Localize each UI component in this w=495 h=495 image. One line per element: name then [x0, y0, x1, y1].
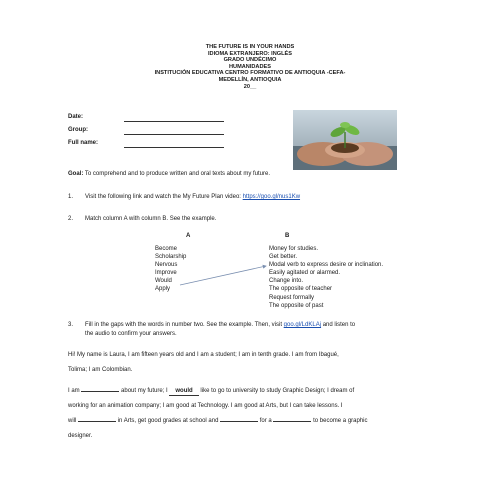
item2-number: 2. [68, 216, 74, 222]
gap-blank[interactable] [220, 421, 258, 422]
text-segment: for a [259, 418, 272, 424]
column-b-item: Easily agitated or alarmed. [269, 270, 341, 277]
text-segment: I am [68, 388, 80, 394]
header-year: 20__ [243, 83, 257, 90]
audio-link[interactable]: goo.gl/LdKLAj [283, 322, 322, 328]
header-city: MEDELLÍN, ANTIOQUIA [218, 76, 282, 83]
goal-label: Goal: [68, 171, 84, 177]
text-segment: to become a graphic [313, 418, 368, 424]
paragraph2-line1 [68, 387, 354, 396]
item2-text: Match column A with column B. See the example. [85, 216, 217, 222]
column-a-item: Improve [155, 270, 177, 277]
item1-text: Visit the following link and watch the My Future Plan video: [85, 194, 241, 200]
example-answer: would [169, 387, 198, 396]
gap-blank[interactable] [81, 391, 119, 392]
paragraph2-line2: working for an animation company; I am good at Technology. I am good at Arts, but I can take lessons. I [68, 403, 343, 409]
column-b-item: The opposite of teacher [269, 286, 333, 293]
column-b-item: Change into. [269, 278, 304, 285]
column-a-item: Would [155, 278, 172, 285]
item3-number: 3. [68, 322, 74, 328]
column-b-item: Modal verb to express desire or inclination. [269, 262, 384, 269]
header-institution: INSTITUCIÓN EDUCATIVA CENTRO FORMATIVO DE ANTIOQUIA -CEFA- [154, 70, 346, 77]
paragraph1-line2: Tolima; I am Colombian. [68, 367, 133, 373]
column-a-item: Become [155, 246, 178, 252]
item3-line1 [85, 321, 355, 329]
text-segment: will [68, 418, 77, 424]
gap-blank[interactable] [78, 421, 116, 422]
item3-text: Fill in the gaps with the words in number two. See the example. Then, visit [85, 322, 282, 328]
item1-number: 1. [68, 194, 74, 200]
goal-text: To comprehend and to produce written and oral texts about my future. [84, 171, 271, 177]
paragraph2-line4: designer. [68, 433, 93, 439]
group-label: Group: [68, 127, 88, 133]
paragraph2-line3 [68, 417, 368, 425]
header-area: HUMANIDADES [229, 63, 271, 70]
column-a-item: Scholarship [155, 254, 187, 261]
fullname-label: Full name: [68, 140, 99, 146]
text-segment: about my future; I [121, 388, 168, 394]
paragraph1-line1: Hi! My name is Laura, I am fifteen years old and I am a student; I am in tenth grade. I am from Ibagué, [68, 352, 339, 358]
column-b-header: B [285, 233, 290, 239]
header-grade: GRADO UNDÉCIMO [223, 57, 277, 64]
column-b-item: Get better. [269, 254, 298, 261]
item3-text-end: and listen to [322, 322, 356, 328]
header-title: THE FUTURE IS IN YOUR HANDS [205, 44, 295, 50]
column-b-item: Request formally [269, 294, 315, 301]
text-segment: in Arts, get good grades at school and [117, 418, 219, 424]
column-b-item: Money for studies. [269, 246, 319, 252]
column-a-item: Nervous [155, 262, 178, 269]
date-label: Date: [68, 114, 84, 120]
column-a-item: Apply [155, 286, 171, 293]
gap-blank[interactable] [273, 421, 311, 422]
column-a-header: A [186, 233, 191, 239]
header-subject: IDIOMA EXTRANJERO: INGLÉS [207, 50, 292, 57]
column-b-item: The opposite of past [269, 302, 324, 309]
item3-line2: the audio to confirm your answers. [85, 331, 177, 337]
text-segment: like to go to university to study Graphic Design; I dream of [200, 388, 355, 394]
video-link[interactable]: https://goo.gl/nus1Kw [242, 194, 301, 200]
